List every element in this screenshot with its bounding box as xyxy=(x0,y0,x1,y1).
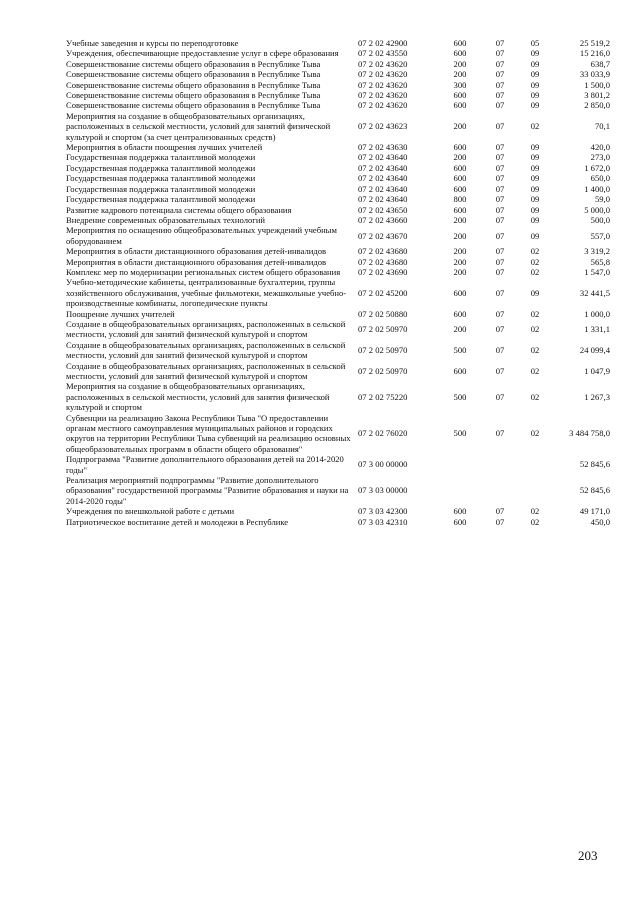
row-section: 07 xyxy=(495,256,505,267)
row-section: 07 xyxy=(495,287,505,298)
table-row xyxy=(66,454,610,475)
row-expense-type: 200 xyxy=(453,256,467,267)
row-section: 07 xyxy=(495,69,505,80)
row-section: 07 xyxy=(495,90,505,101)
row-name: Государственная поддержка талантливой молодежи xyxy=(66,152,256,163)
row-section: 07 xyxy=(495,48,505,59)
row-subsection: 02 xyxy=(530,246,540,257)
table-row xyxy=(66,152,610,162)
row-subsection: 05 xyxy=(530,38,540,48)
row-expense-type: 200 xyxy=(453,121,467,132)
row-amount: 420,0 xyxy=(590,142,610,153)
table-row xyxy=(66,215,610,225)
table-row xyxy=(66,506,610,516)
row-section: 07 xyxy=(495,516,505,527)
row-expense-type: 600 xyxy=(453,506,467,517)
row-subsection: 02 xyxy=(530,308,540,319)
row-amount: 24 099,4 xyxy=(579,344,610,355)
row-code: 07 2 02 50880 xyxy=(358,308,408,319)
row-section: 07 xyxy=(495,344,505,355)
row-section: 07 xyxy=(495,266,505,277)
row-subsection: 09 xyxy=(530,183,540,194)
row-code: 07 2 02 43640 xyxy=(358,183,408,194)
row-name: Создание в общеобразовательных организациях, расположенных в сельской местности, условий для занятий физической культурой и спортом xyxy=(66,360,346,381)
row-amount: 638,7 xyxy=(590,58,610,69)
row-code: 07 2 02 43680 xyxy=(358,256,408,267)
row-name: Комплекс мер по модернизации региональных систем общего образования xyxy=(66,266,341,277)
row-amount: 565,8 xyxy=(590,256,610,267)
row-section: 07 xyxy=(495,142,505,153)
row-amount: 32 441,5 xyxy=(579,287,610,298)
table-row xyxy=(66,517,610,527)
row-expense-type: 200 xyxy=(453,266,467,277)
row-code: 07 2 02 43620 xyxy=(358,100,408,111)
row-code: 07 2 02 43640 xyxy=(358,152,408,163)
row-code: 07 2 02 43623 xyxy=(358,121,408,132)
table-row xyxy=(66,225,610,246)
row-amount: 1 500,0 xyxy=(584,79,610,90)
row-amount: 3 484 758,0 xyxy=(569,428,610,439)
row-subsection: 09 xyxy=(530,173,540,184)
table-row xyxy=(66,319,610,340)
row-subsection: 09 xyxy=(530,194,540,205)
table-row xyxy=(66,90,610,100)
table-row xyxy=(66,309,610,319)
row-expense-type: 300 xyxy=(453,79,467,90)
row-subsection: 09 xyxy=(530,287,540,298)
row-code: 07 3 03 00000 xyxy=(358,485,408,496)
row-section: 07 xyxy=(495,246,505,257)
row-subsection: 02 xyxy=(530,428,540,439)
row-name: Субвенции на реализацию Закона Республики Тыва "О предоставлении органам местного самоуправления муниципальных районов и городских округов на территории Республики Тыва субвенций на реализацию основных общеобразовательных программ в области общего образования" xyxy=(66,412,351,454)
row-expense-type: 600 xyxy=(453,204,467,215)
row-amount: 1 267,3 xyxy=(584,391,610,402)
row-code: 07 2 02 43620 xyxy=(358,90,408,101)
row-expense-type: 200 xyxy=(453,246,467,257)
row-section: 07 xyxy=(495,204,505,215)
row-expense-type: 600 xyxy=(453,48,467,59)
row-amount: 2 850,0 xyxy=(584,100,610,111)
row-amount: 15 216,0 xyxy=(579,48,610,59)
row-name: Учреждения по внешкольной работе с детьми xyxy=(66,506,235,517)
table-row xyxy=(66,194,610,204)
row-code: 07 2 02 50970 xyxy=(358,365,408,376)
row-name: Мероприятия на создание в общеобразовательных организациях, расположенных в сельской местности, условий для занятий физической культурой и спортом (за счет централизованных средств) xyxy=(66,110,331,142)
row-expense-type: 800 xyxy=(453,194,467,205)
row-section: 07 xyxy=(495,428,505,439)
row-expense-type: 500 xyxy=(453,391,467,402)
table-row xyxy=(66,475,610,506)
row-code: 07 2 02 43650 xyxy=(358,204,408,215)
row-amount: 1 047,9 xyxy=(584,365,610,376)
row-subsection: 09 xyxy=(530,204,540,215)
row-name: Создание в общеобразовательных организациях, расположенных в сельской местности, условий для занятий физической культурой и спортом xyxy=(66,339,346,361)
row-expense-type: 600 xyxy=(453,183,467,194)
row-expense-type: 600 xyxy=(453,516,467,527)
row-section: 07 xyxy=(495,173,505,184)
row-section: 07 xyxy=(495,183,505,194)
row-subsection: 09 xyxy=(530,58,540,69)
row-section: 07 xyxy=(495,324,505,335)
row-code: 07 3 03 42300 xyxy=(358,506,408,517)
row-subsection: 02 xyxy=(530,256,540,267)
table-row xyxy=(66,267,610,277)
row-expense-type xyxy=(438,454,482,475)
page-number: 203 xyxy=(578,848,598,863)
table-row xyxy=(66,163,610,173)
row-amount: 49 171,0 xyxy=(579,506,610,517)
row-code: 07 3 03 42310 xyxy=(358,516,408,527)
row-expense-type: 500 xyxy=(453,344,467,355)
table-row xyxy=(66,48,610,58)
row-name: Учебно-методические кабинеты, централизованные бухгалтерии, группы хозяйственного обслуживания, учебные фильмотеки, межшкольные учебно-производственные комбинаты, логопедические пункты xyxy=(66,277,347,309)
row-amount: 1 331,1 xyxy=(584,324,610,335)
row-section xyxy=(482,454,518,475)
row-expense-type: 600 xyxy=(453,142,467,153)
row-amount: 500,0 xyxy=(590,214,610,225)
row-code: 07 2 02 43670 xyxy=(358,230,408,241)
row-section: 07 xyxy=(495,58,505,69)
row-expense-type: 500 xyxy=(453,428,467,439)
row-amount: 650,0 xyxy=(590,173,610,184)
row-code: 07 2 02 43550 xyxy=(358,48,408,59)
row-expense-type: 600 xyxy=(453,287,467,298)
row-code: 07 2 02 43690 xyxy=(358,266,408,277)
row-amount: 273,0 xyxy=(590,152,610,163)
row-name: Совершенствование системы общего образования в Республике Тыва xyxy=(66,90,321,101)
table-row xyxy=(66,246,610,256)
row-code: 07 2 02 43620 xyxy=(358,79,408,90)
row-name: Внедрение современных образовательных технологий xyxy=(66,214,266,225)
row-name: Реализация мероприятий подпрограммы "Развитие дополнительного образования" государственной программы "Развитие образования и науки на 2014-2020 годы" xyxy=(66,475,349,506)
row-subsection: 09 xyxy=(530,142,540,153)
table-row xyxy=(66,413,610,455)
row-section: 07 xyxy=(495,230,505,241)
row-code: 07 2 02 75220 xyxy=(358,391,408,402)
table-row xyxy=(66,69,610,79)
row-expense-type: 600 xyxy=(453,162,467,173)
row-name: Поощрение лучших учителей xyxy=(66,308,175,319)
row-amount: 3 319,2 xyxy=(584,246,610,257)
table-row xyxy=(66,381,610,412)
row-expense-type: 200 xyxy=(453,324,467,335)
row-subsection: 09 xyxy=(530,152,540,163)
row-section: 07 xyxy=(495,214,505,225)
row-subsection xyxy=(518,475,552,506)
row-subsection: 02 xyxy=(530,266,540,277)
row-subsection: 09 xyxy=(530,162,540,173)
row-expense-type: 600 xyxy=(453,38,467,48)
row-amount: 1 547,0 xyxy=(584,266,610,277)
row-code: 07 2 02 76020 xyxy=(358,428,408,439)
row-name: Учебные заведения и курсы по переподготовке xyxy=(66,38,239,48)
table-row xyxy=(66,173,610,183)
row-subsection: 09 xyxy=(530,48,540,59)
row-name: Совершенствование системы общего образования в Республике Тыва xyxy=(66,100,321,111)
row-section: 07 xyxy=(495,391,505,402)
row-section: 07 xyxy=(495,506,505,517)
budget-table xyxy=(66,38,610,527)
row-subsection: 09 xyxy=(530,230,540,241)
row-subsection: 02 xyxy=(530,121,540,132)
row-section: 07 xyxy=(495,100,505,111)
row-subsection: 02 xyxy=(530,324,540,335)
table-row xyxy=(66,59,610,69)
row-section: 07 xyxy=(495,38,505,48)
row-expense-type: 200 xyxy=(453,230,467,241)
row-name: Мероприятия по оснащению общеобразовательных учреждений учебным оборудованием xyxy=(66,225,337,246)
row-name: Учреждения, обеспечивающие предоставление услуг в сфере образования xyxy=(66,48,339,59)
row-subsection: 09 xyxy=(530,79,540,90)
row-section: 07 xyxy=(495,152,505,163)
row-subsection: 09 xyxy=(530,90,540,101)
row-name: Создание в общеобразовательных организациях, расположенных в сельской местности, условий для занятий физической культурой и спортом xyxy=(66,318,346,340)
row-name: Государственная поддержка талантливой молодежи xyxy=(66,162,256,173)
row-subsection: 02 xyxy=(530,344,540,355)
row-code: 07 3 00 00000 xyxy=(358,459,408,470)
row-section: 07 xyxy=(495,121,505,132)
row-expense-type: 600 xyxy=(453,365,467,376)
row-code: 07 2 02 43680 xyxy=(358,246,408,257)
table-row xyxy=(66,111,610,142)
row-name: Мероприятия в области дистанционного образования детей-инвалидов xyxy=(66,246,327,257)
row-code: 07 2 02 43660 xyxy=(358,214,408,225)
row-code: 07 2 02 43640 xyxy=(358,173,408,184)
row-expense-type: 200 xyxy=(453,214,467,225)
row-subsection: 02 xyxy=(530,391,540,402)
table-row xyxy=(66,80,610,90)
row-name: Мероприятия в области дистанционного образования детей-инвалидов xyxy=(66,256,327,267)
table-row xyxy=(66,205,610,215)
row-code: 07 2 02 43640 xyxy=(358,162,408,173)
budget-table-body xyxy=(66,38,610,527)
row-amount: 5 000,0 xyxy=(584,204,610,215)
row-code: 07 2 02 50970 xyxy=(358,324,408,335)
row-section: 07 xyxy=(495,162,505,173)
row-amount: 25 519,2 xyxy=(579,38,610,48)
row-subsection: 02 xyxy=(530,516,540,527)
row-section: 07 xyxy=(495,194,505,205)
row-section: 07 xyxy=(495,308,505,319)
row-expense-type: 600 xyxy=(453,308,467,319)
row-amount: 557,0 xyxy=(590,230,610,241)
row-name: Патриотическое воспитание детей и молодежи в Республике xyxy=(66,516,289,527)
row-name: Государственная поддержка талантливой молодежи xyxy=(66,183,256,194)
row-expense-type xyxy=(438,475,482,506)
row-code: 07 2 02 43620 xyxy=(358,69,408,80)
row-name: Развитие кадрового потенциала системы общего образования xyxy=(66,204,292,215)
row-section: 07 xyxy=(495,365,505,376)
row-code: 07 2 02 43620 xyxy=(358,58,408,69)
row-code: 07 2 02 42900 xyxy=(358,38,408,48)
row-amount: 33 033,9 xyxy=(579,69,610,80)
row-amount: 1 400,0 xyxy=(584,183,610,194)
row-name: Подпрограмма "Развитие дополнительного образования детей на 2014-2020 годы" xyxy=(66,454,344,475)
table-row xyxy=(66,184,610,194)
row-code: 07 2 02 43630 xyxy=(358,142,408,153)
row-expense-type: 200 xyxy=(453,152,467,163)
row-subsection: 09 xyxy=(530,69,540,80)
row-expense-type: 600 xyxy=(453,90,467,101)
row-amount: 52 845,6 xyxy=(579,485,610,496)
row-subsection: 09 xyxy=(530,214,540,225)
table-row xyxy=(66,361,610,382)
row-amount: 1 672,0 xyxy=(584,162,610,173)
row-name: Мероприятия на создание в общеобразовательных организациях, расположенных в сельской местности, условий для занятия физической культурой и спортом xyxy=(66,381,330,413)
table-row xyxy=(66,38,610,48)
row-expense-type: 200 xyxy=(453,69,467,80)
row-name: Мероприятия в области поощрения лучших учителей xyxy=(66,142,263,153)
row-amount: 1 000,0 xyxy=(584,308,610,319)
row-code: 07 2 02 50970 xyxy=(358,344,408,355)
row-subsection: 02 xyxy=(530,365,540,376)
row-subsection xyxy=(518,454,552,475)
row-subsection: 02 xyxy=(530,506,540,517)
row-code: 07 2 02 43640 xyxy=(358,194,408,205)
row-expense-type: 600 xyxy=(453,173,467,184)
row-section xyxy=(482,475,518,506)
row-amount: 59,0 xyxy=(594,194,610,205)
table-row xyxy=(66,257,610,267)
row-amount: 450,0 xyxy=(590,516,610,527)
row-code: 07 2 02 45200 xyxy=(358,287,408,298)
row-name: Государственная поддержка талантливой молодежи xyxy=(66,173,256,184)
row-name: Совершенствование системы общего образования в Республике Тыва xyxy=(66,79,321,90)
row-section: 07 xyxy=(495,79,505,90)
row-name: Государственная поддержка талантливой молодежи xyxy=(66,194,256,205)
table-row xyxy=(66,142,610,152)
row-expense-type: 600 xyxy=(453,100,467,111)
row-amount: 3 801,2 xyxy=(584,90,610,101)
table-row xyxy=(66,277,610,308)
row-amount: 52 845,6 xyxy=(579,459,610,470)
row-name: Совершенствование системы общего образования в Республике Тыва xyxy=(66,58,321,69)
row-subsection: 09 xyxy=(530,100,540,111)
table-row xyxy=(66,100,610,110)
table-row xyxy=(66,340,610,361)
row-amount: 70,1 xyxy=(594,121,610,132)
row-name: Совершенствование системы общего образования в Республике Тыва xyxy=(66,69,321,80)
row-expense-type: 200 xyxy=(453,58,467,69)
